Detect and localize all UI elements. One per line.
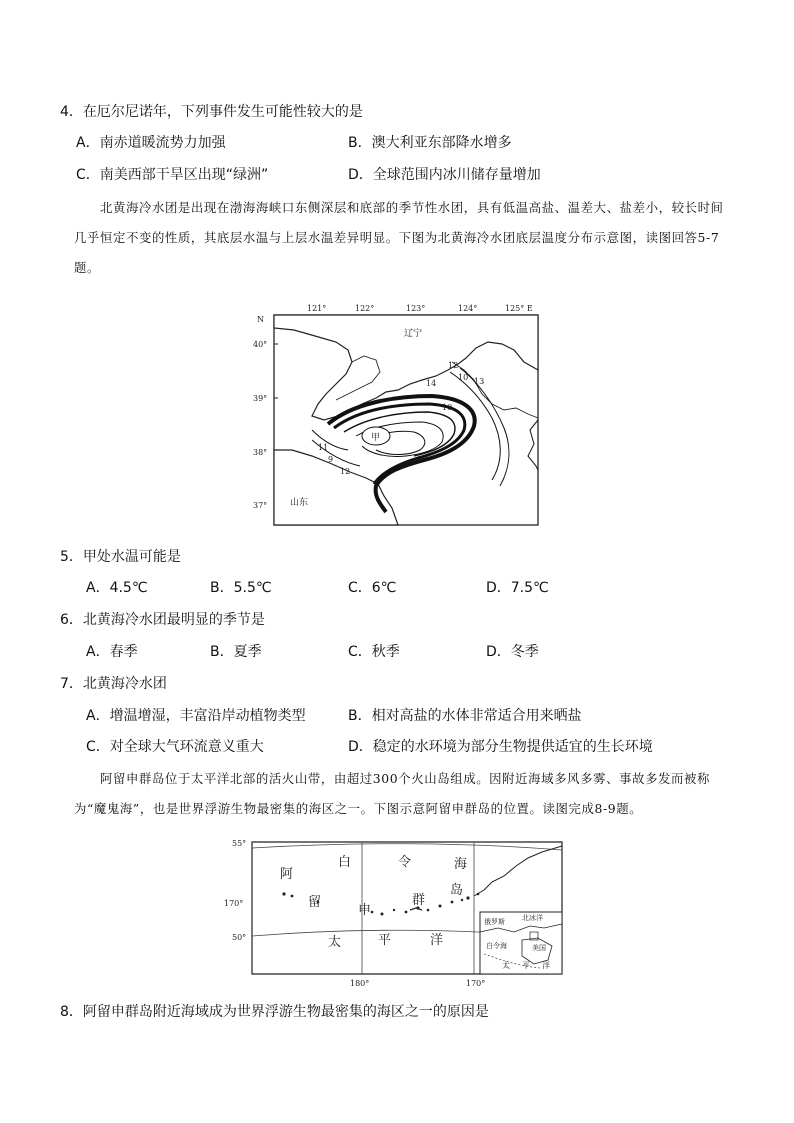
lon-122: 122° bbox=[355, 304, 375, 313]
iso-label-2: 12 bbox=[448, 361, 459, 370]
char-ping: 平 bbox=[378, 933, 392, 948]
question-5-option-c: C．6℃ bbox=[348, 580, 397, 596]
north-yellow-sea-map bbox=[252, 300, 552, 532]
char-bai: 白 bbox=[338, 855, 352, 870]
lat-37: 37° bbox=[253, 501, 268, 510]
passage-cold-water-mass: 北黄海冷水团是出现在渤海海峡口东侧深层和底部的季节性水团，具有低温高盐、温差大、盐差小，较长时间几乎恒定不变的性质，其底层水温与上层水温差异明显。下图为北黄海冷水团底层温度分布示意图，读图回答5-7题。 bbox=[74, 200, 724, 275]
lon-123: 123° bbox=[406, 304, 426, 313]
inset-ping: 平 bbox=[522, 961, 530, 970]
char-qun: 群 bbox=[412, 893, 426, 908]
passage-aleutian: 阿留申群岛位于太平洋北部的活火山带，由超过300个火山岛组成。因附近海域多风多雾、事故多发而被称为“魔鬼海”，也是世界浮游生物最密集的海区之一。下图示意阿留申群岛的位置。读图完成8-9题。 bbox=[74, 771, 711, 816]
jia-label: 甲 bbox=[371, 433, 381, 443]
question-5-option-a: A．4.5℃ bbox=[86, 580, 148, 596]
question-7-option-d: D．稳定的水环境为部分生物提供适宜的生长环境 bbox=[348, 739, 653, 755]
char-liu: 留 bbox=[308, 895, 322, 910]
inset-arctic: 北冰洋 bbox=[522, 914, 543, 922]
iso-label-6: 9 bbox=[328, 455, 334, 464]
inset-tai: 太 bbox=[502, 961, 510, 970]
char-a: 阿 bbox=[280, 867, 294, 882]
question-4-option-c: C．南美西部干旱区出现“绿洲” bbox=[76, 167, 269, 183]
question-4-stem: 4．在厄尔尼诺年，下列事件发生可能性较大的是 bbox=[60, 104, 363, 120]
shandong-label: 山东 bbox=[290, 498, 309, 508]
question-7-option-a: A．增温增湿，丰富沿岸动植物类型 bbox=[86, 708, 306, 724]
question-6-option-b: B．夏季 bbox=[210, 644, 262, 660]
char-shen: 申 bbox=[358, 903, 372, 918]
map2-lat-170: 170° bbox=[224, 899, 244, 908]
char-yang: 洋 bbox=[430, 933, 444, 948]
iso-label-8: 12 bbox=[340, 467, 351, 476]
question-6-option-c: C．秋季 bbox=[348, 644, 400, 660]
question-4-option-b: B．澳大利亚东部降水增多 bbox=[348, 135, 512, 151]
map2-lon-170: 170° bbox=[466, 979, 486, 988]
lat-39: 39° bbox=[253, 394, 268, 403]
question-8-stem: 8．阿留申群岛附近海域成为世界浮游生物最密集的海区之一的原因是 bbox=[60, 1004, 489, 1020]
iso-label-1: 14 bbox=[426, 379, 437, 388]
char-tai: 太 bbox=[328, 935, 342, 950]
iso-label-5: 11 bbox=[318, 443, 329, 452]
inset-usa: 美国 bbox=[532, 944, 546, 952]
map2-lat-50: 50° bbox=[232, 933, 247, 942]
question-4-option-a: A．南赤道暖流势力加强 bbox=[76, 135, 226, 151]
question-6-stem: 6．北黄海冷水团最明显的季节是 bbox=[60, 612, 265, 628]
inset-yang: 洋 bbox=[542, 961, 550, 970]
liaoning-label: 辽宁 bbox=[404, 329, 423, 339]
question-7-option-c: C．对全球大气环流意义重大 bbox=[86, 739, 264, 755]
iso-label-3: 10 bbox=[458, 373, 469, 382]
question-5-option-b: B．5.5℃ bbox=[210, 580, 272, 596]
iso-label-4: 10 bbox=[442, 403, 453, 412]
lon-125: 125° E bbox=[505, 304, 533, 313]
question-6-option-d: D．冬季 bbox=[486, 644, 539, 660]
char-ling: 令 bbox=[398, 855, 412, 870]
char-hai: 海 bbox=[454, 857, 468, 872]
question-7-option-b: B．相对高盐的水体非常适合用来晒盐 bbox=[348, 708, 582, 724]
question-7-stem: 7．北黄海冷水团 bbox=[60, 676, 167, 692]
question-5-stem: 5．甲处水温可能是 bbox=[60, 549, 181, 565]
map2-lon-180: 180° bbox=[350, 979, 370, 988]
north-label: N bbox=[257, 315, 264, 324]
inset-map bbox=[480, 912, 562, 974]
inset-bering: 白令海 bbox=[486, 942, 507, 950]
lon-124: 124° bbox=[458, 304, 478, 313]
lat-38: 38° bbox=[253, 448, 268, 457]
lon-121: 121° bbox=[307, 304, 327, 313]
inset-russia: 俄罗斯 bbox=[484, 918, 505, 926]
question-6-option-a: A．春季 bbox=[86, 644, 138, 660]
char-dao: 岛 bbox=[450, 883, 464, 898]
question-4-option-d: D．全球范围内冰川储存量增加 bbox=[348, 167, 541, 183]
iso-label-7: 13 bbox=[474, 377, 485, 386]
question-5-option-d: D．7.5℃ bbox=[486, 580, 549, 596]
lat-40: 40° bbox=[253, 340, 268, 349]
aleutian-islands-map bbox=[222, 836, 572, 990]
map2-lat-55: 55° bbox=[232, 839, 247, 848]
